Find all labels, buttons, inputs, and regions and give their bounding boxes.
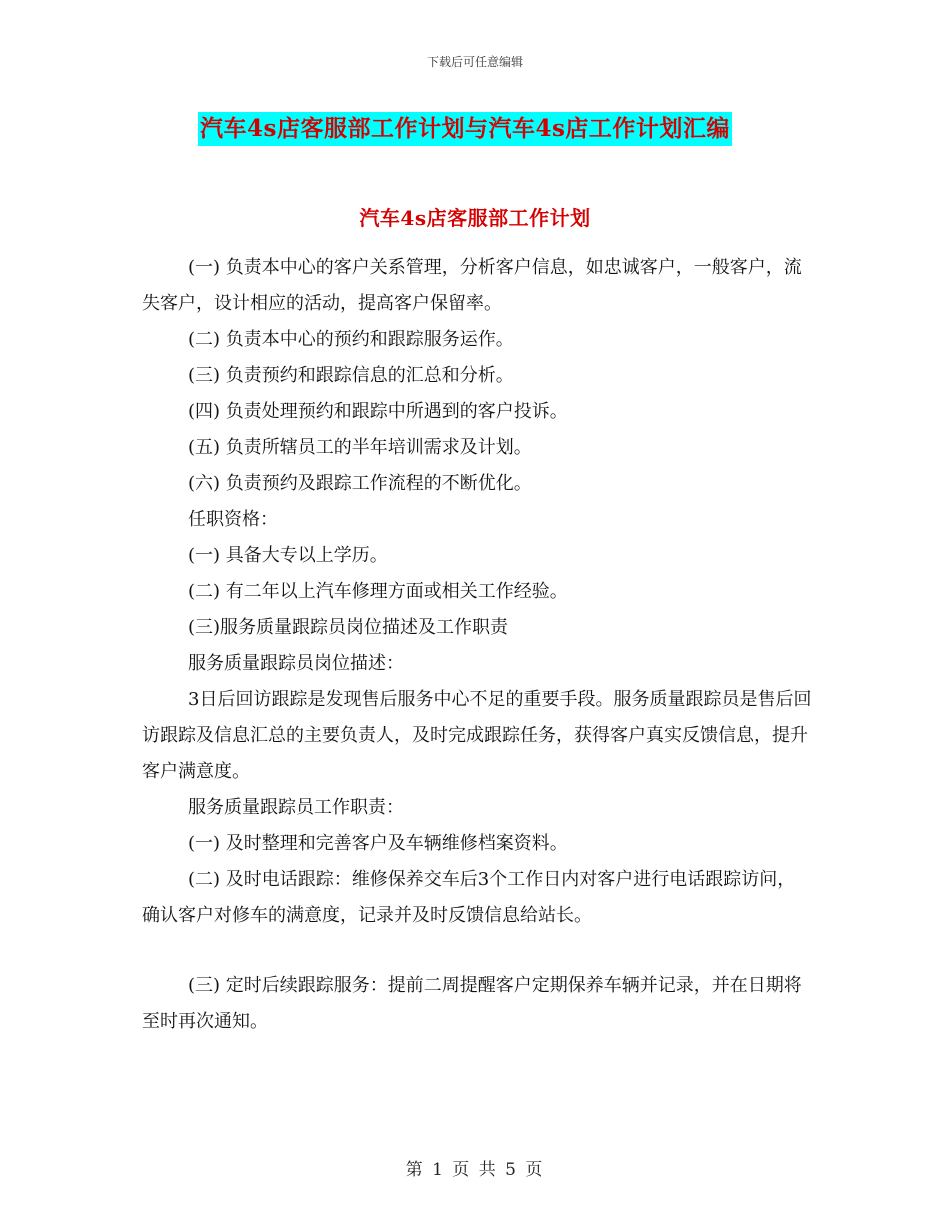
header-note: 下载后可任意编辑: [426, 55, 523, 69]
paragraph: (二) 及时电话跟踪：维修保养交车后3个工作日内对客户进行电话跟踪访问，确认客户对修车的满意度，记录并及时反馈信息给站长。: [142, 869, 796, 926]
paragraph: (二) 有二年以上汽车修理方面或相关工作经验。: [188, 581, 568, 602]
section-title: 汽车4s店客服部工作计划: [359, 206, 591, 230]
paragraph: (一) 及时整理和完善客户及车辆维修档案资料。: [188, 833, 568, 854]
paragraph: 服务质量跟踪员岗位描述：: [188, 653, 404, 674]
paragraph: (二) 负责本中心的预约和跟踪服务运作。: [188, 329, 514, 350]
paragraph: (三)服务质量跟踪员岗位描述及工作职责: [188, 617, 509, 638]
paragraph: (一) 负责本中心的客户关系管理，分析客户信息，如忠诚客户，一般客户，流失客户，设计相应的活动，提高客户保留率。: [142, 257, 802, 314]
paragraph: (一) 具备大专以上学历。: [188, 545, 388, 566]
paragraph: 3日后回访跟踪是发现售后服务中心不足的重要手段。服务质量跟踪员是售后回访跟踪及信息汇总的主要负责人，及时完成跟踪任务，获得客户真实反馈信息，提升客户满意度。: [142, 689, 812, 782]
blank-line: [142, 934, 812, 968]
page-footer: 第 1 页 共 5 页: [405, 1160, 545, 1180]
paragraph: (五) 负责所辖员工的半年培训需求及计划。: [188, 437, 532, 458]
paragraph: (六) 负责预约及跟踪工作流程的不断优化。: [188, 473, 532, 494]
document-title: 汽车4s店客服部工作计划与汽车4s店工作计划汇编: [198, 112, 732, 146]
document-body: [142, 250, 812, 1040]
paragraph: (三) 定时后续跟踪服务：提前二周提醒客户定期保养车辆并记录，并在日期将至时再次通知。: [142, 975, 802, 1032]
paragraph: 服务质量跟踪员工作职责：: [188, 797, 404, 818]
paragraph: (四) 负责处理预约和跟踪中所遇到的客户投诉。: [188, 401, 568, 422]
paragraph: 任职资格：: [188, 509, 278, 530]
paragraph: (三) 负责预约和跟踪信息的汇总和分析。: [188, 365, 514, 386]
